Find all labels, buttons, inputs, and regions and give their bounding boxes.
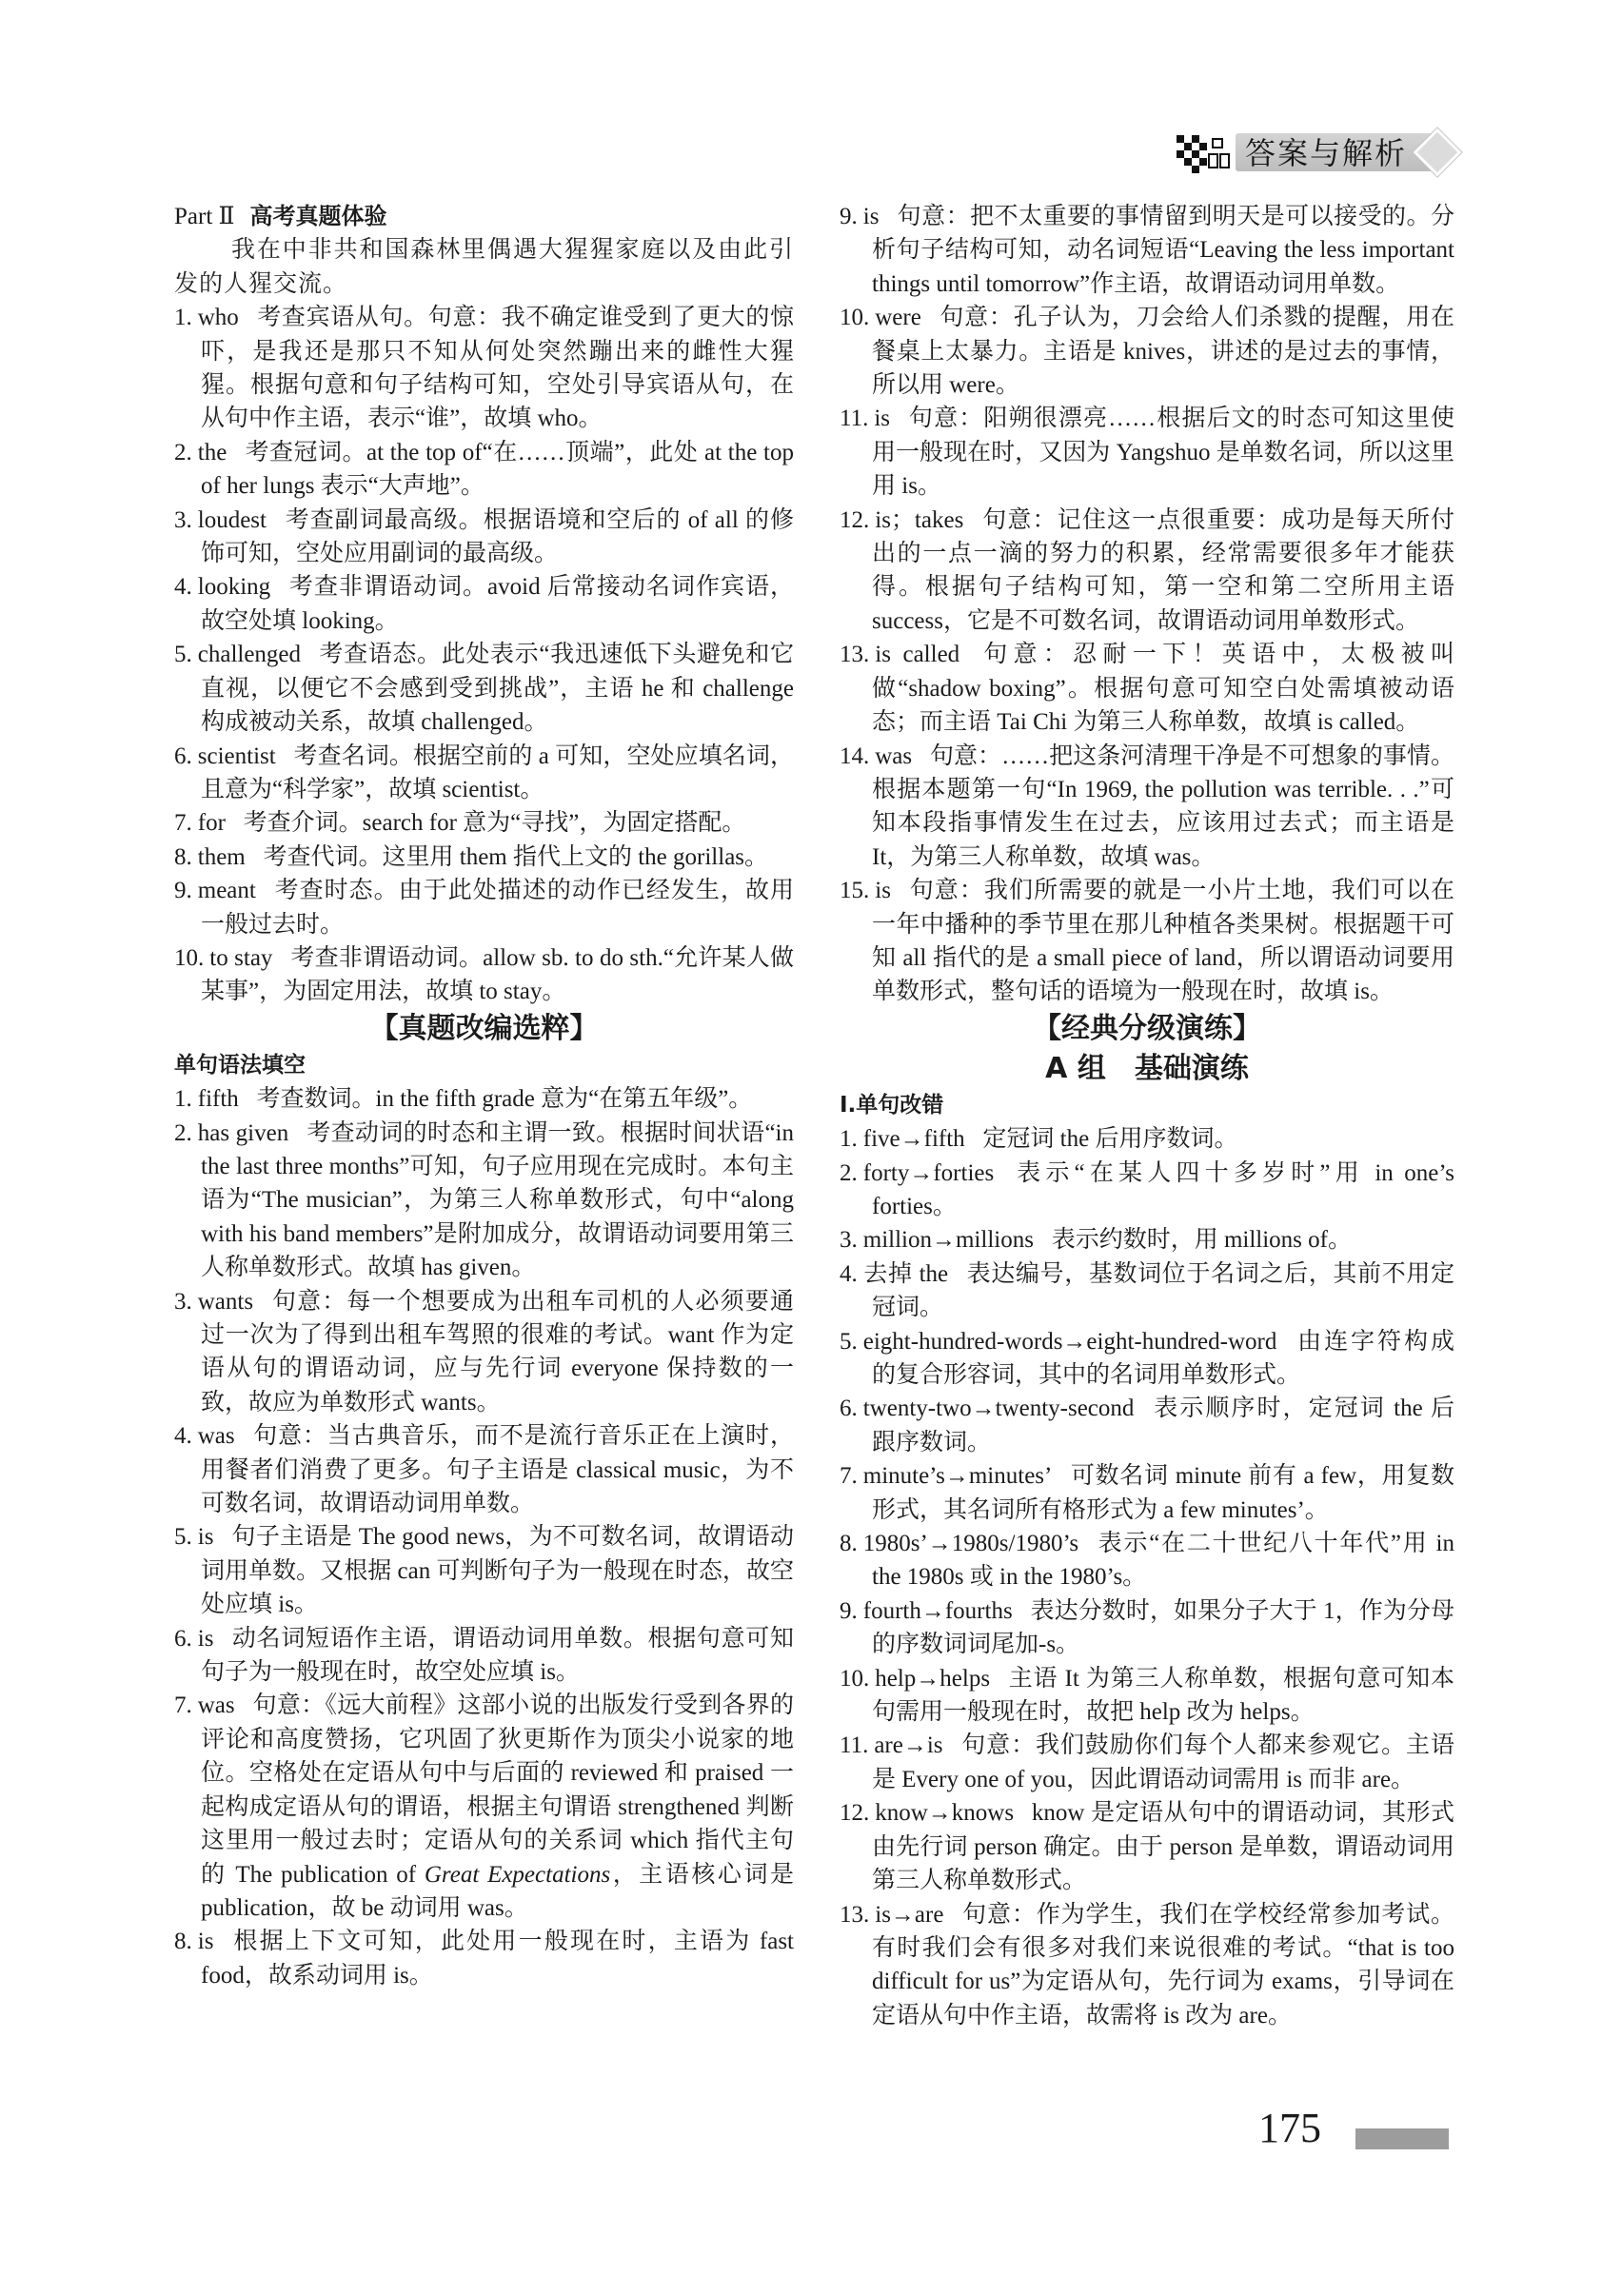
item-number: 3. — [174, 506, 192, 533]
item-explanation: 句意：我们鼓励你们每个人都来参观它。主语是 Every one of you，因此谓语动词需用 is 而非 are。 — [872, 1732, 1454, 1792]
item-number: 12. — [840, 1800, 870, 1827]
item-explanation: 句意：孔子认为，刀会给人们杀戮的提醒，用在餐桌上太暴力。主语是 knives，讲述的是过去的事情，所以用 were。 — [872, 305, 1454, 399]
item-explanation: 动名词短语作主语，谓语动词用单数。根据句意可知句子为一般现在时，故空处应填 is。 — [201, 1625, 794, 1686]
answer-item — [840, 1223, 1454, 1257]
item-answer: was — [875, 742, 913, 769]
answer-item — [174, 570, 794, 638]
item-answer: million→millions — [862, 1227, 1034, 1254]
item-answer: eight-hundred-words→eight-hundred-word — [862, 1328, 1277, 1355]
mosaic-pattern-icon — [1177, 129, 1237, 177]
item-explanation: 考查副词最高级。根据语境和空后的 of all 的修饰可知，空处应用副词的最高级。 — [201, 506, 794, 567]
item-answer: is→are — [875, 1901, 944, 1928]
item-explanation: 考查宾语从句。句意：我不确定谁受到了更大的惊吓，是我还是那只不知从何处突然蹦出来的雌性大猩猩。根据句意和句子结构可知，空处引导宾语从句，在从句中作主语，表示“谁”，故填 who。 — [201, 305, 794, 432]
item-number: 3. — [840, 1227, 858, 1254]
answer-item — [174, 436, 794, 504]
item-explanation: 句意：记住这一点很重要：成功是每天所付出的一点一滴的努力的积累，经常需要很多年才能获得。根据句子结构可知，第一空和第二空所用主语 success，它是不可数名词，故谓语动词用单数形式。 — [872, 506, 1454, 634]
item-explanation: 句子主语是 The good news，为不可数名词，故谓语动词用单数。又根据 can 可判断句子为一般现在时态，故空处应填 is。 — [201, 1524, 794, 1618]
item-number: 14. — [840, 742, 870, 769]
item-answer: 1980s’→1980s/1980’s — [862, 1531, 1079, 1557]
subsection-title: 单句语法填空 — [174, 1052, 306, 1078]
page-number: 175 — [1258, 2105, 1321, 2151]
item-explanation: 句意：我们所需要的就是一小片土地，我们可以在一年中播种的季节里在那儿种植各类果树。根据题干可知 all 指代的是 a small piece of land，所以谓语动词要用单数形式，整句话的语境为一般现在时，故填 is。 — [872, 878, 1454, 1005]
answer-item — [174, 1520, 794, 1621]
item-number: 9. — [174, 878, 192, 904]
item-answer: are→is — [874, 1732, 943, 1759]
passage-summary: 我在中非共和国森林里偶遇大猩猩家庭以及由此引发的人猩交流。 — [174, 237, 794, 297]
item-answer: five→fifth — [862, 1126, 965, 1153]
item-explanation: 可数名词 minute 前有 a few，用复数形式，其名词所有格形式为 a few minutes’。 — [872, 1463, 1454, 1523]
item-number: 2. — [174, 1119, 192, 1146]
item-answer: challenged — [197, 642, 302, 668]
item-answer: 去掉 the — [862, 1260, 949, 1287]
item-number: 8. — [840, 1531, 858, 1557]
item-number: 7. — [174, 1692, 192, 1719]
item-answer: is called — [875, 642, 960, 668]
item-answer: fifth — [197, 1086, 239, 1113]
item-answer: for — [197, 810, 226, 837]
item-number: 6. — [840, 1395, 858, 1422]
right-column — [840, 200, 1454, 2032]
item-explanation: know 是定语从句中的谓语动词，其形式由先行词 person 确定。由于 person 是单数，谓语动词用第三人称单数形式。 — [872, 1800, 1454, 1894]
item-explanation: 考查冠词。at the top of“在……顶端”，此处 at the top of her lungs 表示“大声地”。 — [201, 439, 795, 500]
item-number: 13. — [840, 1901, 870, 1928]
item-explanation: 句意：……把这条河清理干净是不可想象的事情。根据本题第一句“In 1969, the pollution was terrible. . .”可知本段指事情发生在过去，应该用过去式；而主语是 It，为第三人称单数，故填 was。 — [872, 742, 1454, 870]
item-answer: looking — [197, 574, 271, 601]
item-number: 13. — [840, 642, 870, 668]
answer-item — [174, 806, 794, 840]
answer-item — [840, 874, 1454, 1009]
answer-item — [174, 1925, 794, 1992]
item-explanation: 考查代词。这里用 them 指代上文的 the gorillas。 — [263, 843, 769, 870]
item-answer: was — [197, 1423, 235, 1450]
item-answer: them — [197, 843, 246, 870]
item-number: 8. — [174, 1929, 192, 1955]
answer-item — [174, 874, 794, 941]
left-column — [174, 200, 794, 1992]
item-explanation: 句意：阳朔很漂亮……根据后文的时态可知这里使用一般现在时，又因为 Yangshuo 是单数名词，所以这里用 is。 — [872, 406, 1454, 500]
item-explanation: 由连字符构成的复合形容词，其中的名词用单数形式。 — [872, 1328, 1454, 1388]
item-answer: to stay — [209, 944, 273, 971]
group-title: A 组 基础演练 — [1045, 1051, 1249, 1085]
answer-item — [174, 1117, 794, 1285]
item-number: 7. — [174, 810, 192, 837]
item-answer: is — [197, 1929, 214, 1955]
answer-list — [174, 301, 794, 1009]
item-number: 9. — [840, 204, 858, 229]
item-number: 10. — [840, 1665, 870, 1692]
item-answer: has given — [197, 1119, 289, 1146]
answer-item — [840, 1594, 1454, 1662]
answer-list — [840, 1122, 1454, 2032]
page-header — [1177, 128, 1462, 179]
item-number: 9. — [840, 1597, 858, 1624]
answer-item — [840, 1898, 1454, 2033]
item-answer: is — [875, 878, 891, 904]
item-number: 5. — [840, 1328, 858, 1355]
item-number: 6. — [174, 1625, 192, 1652]
answer-item — [840, 1662, 1454, 1730]
answer-item — [174, 841, 794, 874]
answer-item — [174, 740, 794, 807]
answer-item — [840, 1325, 1454, 1393]
answer-item — [174, 1689, 794, 1925]
answer-item — [840, 301, 1454, 402]
item-explanation: 考查动词的时态和主谓一致。根据时间状语“in the last three months”可知，句子应用现在完成时。本句主语为“The musician”，为第三人称单数形式，句中“along with his band members”是附加成分，故谓语动词要用第三人称单数形式。故填 has given。 — [201, 1119, 794, 1281]
item-explanation: 考查非谓语动词。allow sb. to do sth.“允许某人做某事”，为固定用法，故填 to stay。 — [201, 944, 794, 1005]
item-explanation: 句意：把不太重要的事情留到明天是可以接受的。分析句子结构可知，动名词短语“Leaving the less important things until tomorrow”作主语，故谓语动词用单数。 — [872, 204, 1454, 297]
item-number: 4. — [174, 1423, 192, 1450]
item-answer: is — [874, 406, 891, 432]
item-number: 11. — [840, 406, 869, 432]
answer-item — [840, 1392, 1454, 1459]
item-answer: was — [197, 1692, 235, 1719]
item-answer: who — [197, 305, 239, 331]
section-heading: 【经典分级演练】 — [1033, 1011, 1261, 1045]
item-explanation: 定冠词 the 后用序数词。 — [982, 1126, 1238, 1153]
item-explanation: 句意：当古典音乐，而不是流行音乐正在上演时，用餐者们消费了更多。句子主语是 classical music，为不可数名词，故谓语动词用单数。 — [201, 1423, 794, 1517]
item-number: 1. — [174, 1086, 192, 1113]
item-answer: know→knows — [875, 1800, 1015, 1827]
answer-item — [840, 1257, 1454, 1325]
answer-item — [174, 1622, 794, 1690]
answer-item — [840, 504, 1454, 639]
answer-item — [840, 1796, 1454, 1897]
item-answer: meant — [197, 878, 256, 904]
item-answer: fourth→fourths — [862, 1597, 1013, 1624]
item-answer: wants — [197, 1288, 254, 1315]
item-explanation: 表示顺序时，定冠词 the 后跟序数词。 — [872, 1395, 1454, 1455]
answer-list — [174, 1082, 794, 1992]
answer-item — [174, 638, 794, 739]
book-title: Great Expectations — [424, 1861, 611, 1888]
item-explanation: 根据上下文可知，此处用一般现在时，主语为 fast food，故系动词用 is。 — [201, 1929, 794, 1989]
answer-item — [840, 200, 1454, 301]
item-explanation: 句意：作为学生，我们在学校经常参加考试。有时我们会有很多对我们来说很难的考试。“that is too difficult for us”为定语从句，先行词为 exams，引导词在定语从句中作主语，故需将 is 改为 are。 — [872, 1901, 1454, 2029]
item-number: 1. — [840, 1126, 858, 1153]
item-explanation: 考查名词。根据空前的 a 可知，空处应填名词，且意为“科学家”，故填 scientist。 — [201, 742, 794, 802]
item-number: 2. — [840, 1159, 858, 1186]
item-explanation: 考查数词。in the fifth grade 意为“在第五年级”。 — [256, 1086, 753, 1113]
item-answer: loudest — [197, 506, 267, 533]
answer-item — [174, 504, 794, 571]
item-answer: minute’s→minutes’ — [862, 1463, 1053, 1490]
item-explanation: 主语 It 为第三人称单数，根据句意可知本句需用一般现在时，故把 help 改为 helps。 — [872, 1665, 1454, 1726]
answer-item — [174, 1285, 794, 1420]
part-label: Part Ⅱ — [174, 204, 235, 229]
item-answer: scientist — [197, 742, 276, 769]
answer-item — [174, 1082, 794, 1116]
item-answer: twenty-two→twenty-second — [862, 1395, 1135, 1422]
item-explanation: 考查语态。此处表示“我迅速低下头避免和它直视，以便它不会感到受到挑战”，主语 he 和 challenge 构成被动关系，故填 challenged。 — [201, 642, 794, 736]
item-answer: were — [875, 305, 921, 331]
page-number-bar — [1355, 2128, 1449, 2149]
item-number: 3. — [174, 1288, 192, 1315]
item-answer: is — [197, 1625, 214, 1652]
item-number: 5. — [174, 1524, 192, 1551]
answer-item — [174, 941, 794, 1009]
item-number: 11. — [840, 1732, 869, 1759]
part-title — [174, 200, 794, 233]
answer-item — [840, 1729, 1454, 1796]
item-number: 1. — [174, 305, 192, 331]
item-number: 12. — [840, 506, 870, 533]
item-number: 4. — [840, 1260, 858, 1287]
subsection-title: Ⅰ.单句改错 — [840, 1092, 944, 1118]
answer-item — [840, 1459, 1454, 1527]
item-explanation: 表达分数时，如果分子大于 1，作为分母的序数词词尾加-s。 — [872, 1597, 1454, 1658]
item-answer: forty→forties — [862, 1159, 995, 1186]
answer-item — [840, 1122, 1454, 1156]
item-answer: is；takes — [875, 506, 964, 533]
section-label: 答案与解析 — [1245, 135, 1408, 171]
item-explanation: 考查非谓语动词。avoid 后常接动名词作宾语，故空处填 looking。 — [201, 574, 794, 634]
answer-item — [840, 1157, 1454, 1224]
item-explanation: 表示“在二十世纪八十年代”用 in the 1980s 或 in the 1980’s。 — [872, 1531, 1454, 1591]
item-number: 7. — [840, 1463, 858, 1490]
section-heading: 【真题改编选粹】 — [369, 1011, 599, 1045]
answer-item — [174, 301, 794, 436]
item-number: 5. — [174, 642, 192, 668]
answer-item — [840, 638, 1454, 739]
part-title-text: 高考真题体验 — [249, 203, 387, 229]
item-number: 8. — [174, 843, 192, 870]
answer-list — [840, 200, 1454, 1009]
item-explanation-tail: ，主语核心词是 publication，故 be 动词用 was。 — [201, 1861, 794, 1921]
answer-item — [174, 1419, 794, 1520]
item-answer: is — [197, 1524, 214, 1551]
item-explanation: 考查介词。search for 意为“寻找”，为固定搭配。 — [243, 810, 746, 837]
item-number: 15. — [840, 878, 870, 904]
item-explanation: 考查时态。由于此处描述的动作已经发生，故用一般过去时。 — [201, 878, 794, 938]
item-explanation: 表示约数时，用 millions of。 — [1051, 1227, 1352, 1254]
item-explanation: 表达编号，基数词位于名词之后，其前不用定冠词。 — [872, 1260, 1454, 1321]
answer-item — [840, 402, 1454, 503]
item-answer: is — [862, 204, 880, 229]
item-number: 2. — [174, 439, 192, 465]
item-answer: help→helps — [875, 1665, 991, 1692]
item-explanation: 句意：忍耐一下！英语中，太极被叫做“shadow boxing”。根据句意可知空白处需填被动语态；而主语 Tai Chi 为第三人称单数，故填 is called。 — [872, 642, 1454, 736]
answer-item — [840, 1527, 1454, 1594]
item-number: 10. — [174, 944, 205, 971]
item-number: 6. — [174, 742, 192, 769]
item-number: 10. — [840, 305, 870, 331]
item-answer: the — [197, 439, 227, 465]
item-explanation: 句意：《远大前程》这部小说的出版发行受到各界的评论和高度赞扬，它巩固了狄更斯作为顶尖小说家的地位。空格处在定语从句中与后面的 reviewed 和 praised 一起构成定语从句的谓语，根据主句谓语 strengthened 判断这里用一般过去时；定语从句的关系词 which 指代主句的 The publication of — [201, 1692, 794, 1888]
item-number: 4. — [174, 574, 192, 601]
item-explanation: 句意：每一个想要成为出租车司机的人必须要通过一次为了得到出租车驾照的很难的考试。want 作为定语从句的谓语动词，应与先行词 everyone 保持数的一致，故应为单数形式 wants。 — [201, 1288, 794, 1415]
item-explanation: 表示“在某人四十多岁时”用 in one’s forties。 — [872, 1159, 1454, 1219]
answer-item — [840, 740, 1454, 875]
